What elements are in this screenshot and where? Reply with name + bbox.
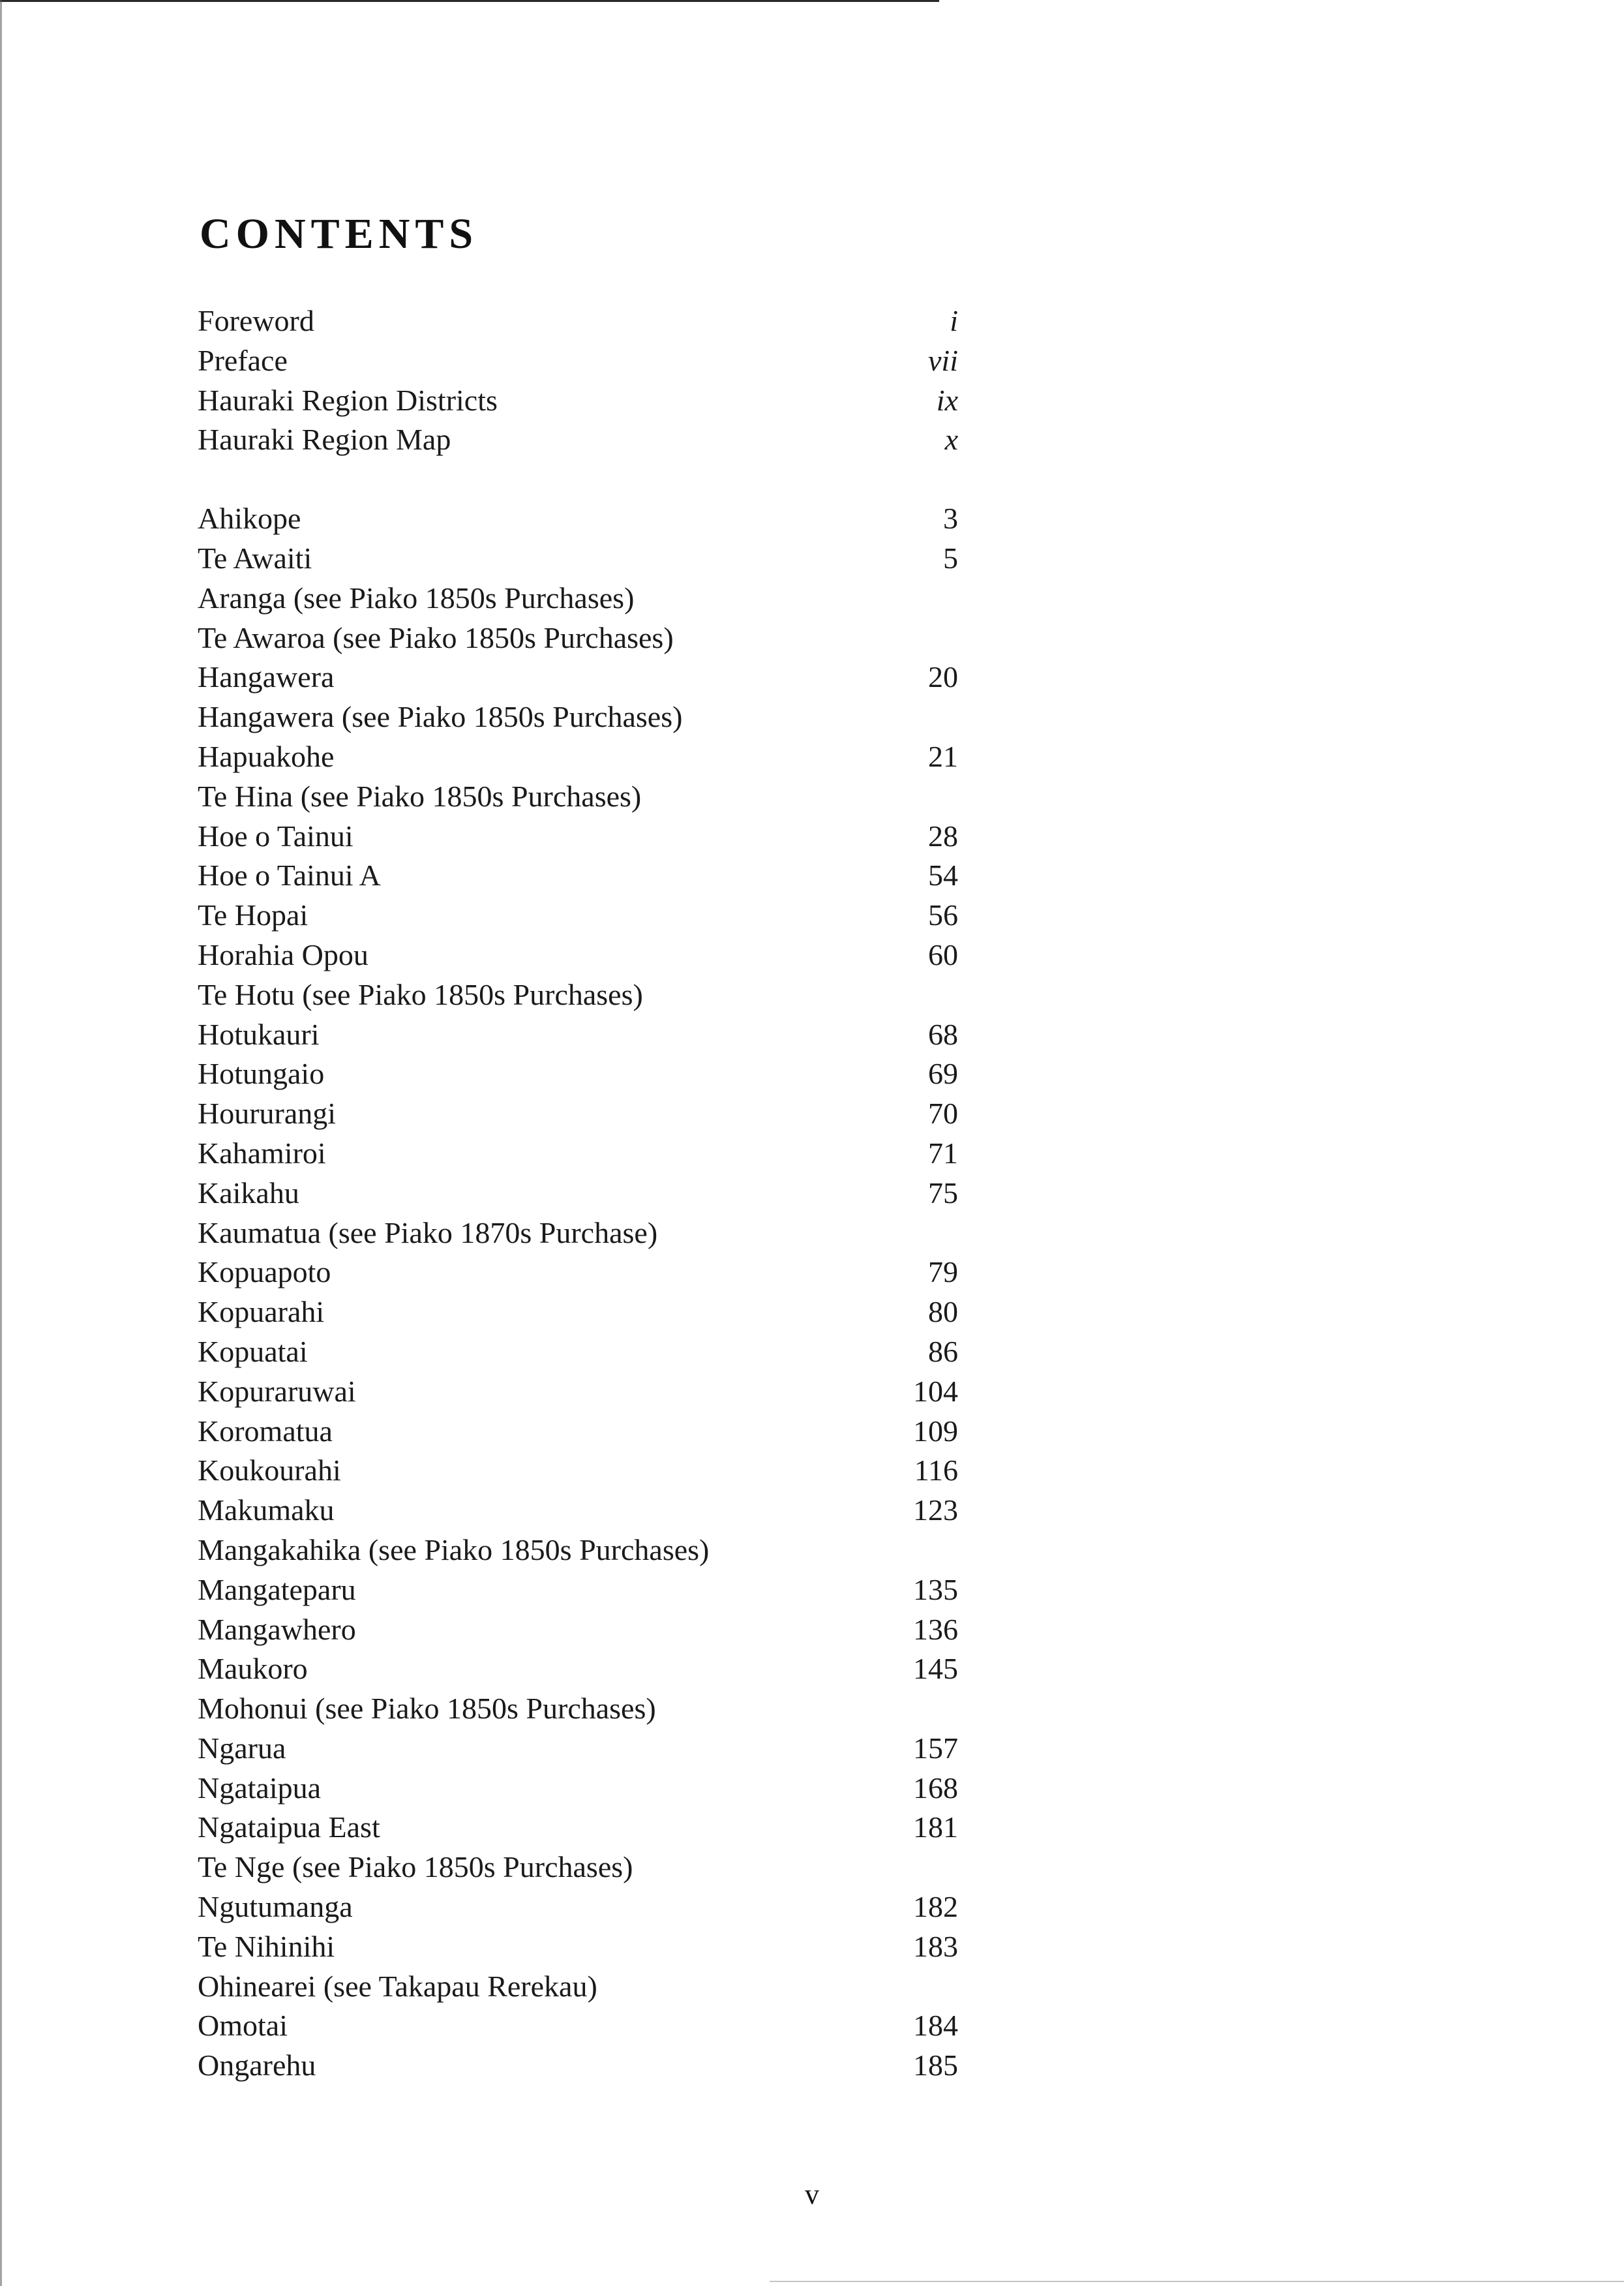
entry-title: Foreword xyxy=(198,304,314,337)
entry-title: Te Awaroa (see Piako 1850s Purchases) xyxy=(198,620,674,654)
entry-page-number: 157 xyxy=(913,1731,958,1765)
entry-page-number: 109 xyxy=(913,1414,958,1448)
entry-title: Mangateparu xyxy=(198,1572,356,1606)
entry-title: Kaumatua (see Piako 1870s Purchase) xyxy=(198,1215,658,1249)
entry-title: Kopuatai xyxy=(198,1334,308,1368)
entry-title: Te Awaiti xyxy=(198,541,312,575)
toc-entry[interactable] xyxy=(198,1213,958,1253)
toc-entry[interactable] xyxy=(198,539,958,579)
entry-title: Preface xyxy=(198,343,288,377)
toc-entry[interactable] xyxy=(198,1689,958,1729)
entry-page-number: 123 xyxy=(913,1493,958,1527)
entry-page-number: 56 xyxy=(928,898,958,932)
entry-title: Mohonui (see Piako 1850s Purchases) xyxy=(198,1692,656,1726)
scan-edge-bottom xyxy=(770,2281,1624,2282)
toc-entry[interactable] xyxy=(198,1927,958,1967)
toc-entry[interactable] xyxy=(198,1887,958,1927)
entry-page-number: i xyxy=(950,304,958,337)
scan-edge-top xyxy=(0,0,939,2)
entry-title: Hoe o Tainui xyxy=(198,819,353,853)
entry-title: Ahikope xyxy=(198,502,301,536)
entry-page-number: 5 xyxy=(943,541,958,575)
entry-title: Hauraki Region Districts xyxy=(198,383,498,417)
entry-title: Kopuraruwai xyxy=(198,1374,356,1408)
toc-entry[interactable] xyxy=(198,936,958,975)
entry-title: Koromatua xyxy=(198,1414,333,1448)
entry-page-number: 145 xyxy=(913,1652,958,1686)
entry-title: Koukourahi xyxy=(198,1454,341,1487)
toc-entry[interactable] xyxy=(198,579,958,618)
entry-page-number: ix xyxy=(936,383,958,417)
toc-entry[interactable] xyxy=(198,737,958,777)
entry-title: Kaikahu xyxy=(198,1176,299,1210)
toc-entry[interactable] xyxy=(198,2046,958,2086)
district-entry-list xyxy=(198,499,958,2086)
toc-entry[interactable] xyxy=(198,1015,958,1055)
entry-page-number: 70 xyxy=(928,1097,958,1131)
toc-entry[interactable] xyxy=(198,1174,958,1213)
toc-entry[interactable] xyxy=(198,1610,958,1650)
entry-title: Makumaku xyxy=(198,1493,335,1527)
entry-title: Te Nge (see Piako 1850s Purchases) xyxy=(198,1850,633,1884)
entry-page-number: vii xyxy=(928,343,958,377)
toc-entry[interactable] xyxy=(198,1094,958,1134)
entry-title: Te Hotu (see Piako 1850s Purchases) xyxy=(198,977,643,1011)
entry-title: Hangawera xyxy=(198,660,335,694)
entry-title: Ngataipua xyxy=(198,1771,322,1805)
entry-title: Ongarehu xyxy=(198,2049,316,2082)
front-matter-entry[interactable] xyxy=(198,341,958,381)
entry-title: Hauraki Region Map xyxy=(198,423,451,457)
toc-entry[interactable] xyxy=(198,1292,958,1332)
toc-entry[interactable] xyxy=(198,777,958,817)
toc-entry[interactable] xyxy=(198,1372,958,1412)
entry-page-number: 184 xyxy=(913,2009,958,2043)
entry-page-number: 168 xyxy=(913,1771,958,1805)
entry-title: Hangawera (see Piako 1850s Purchases) xyxy=(198,700,683,734)
entry-page-number: 116 xyxy=(914,1454,958,1487)
entry-page-number: 28 xyxy=(928,819,958,853)
toc-entry[interactable] xyxy=(198,1570,958,1610)
toc-entry[interactable] xyxy=(198,856,958,896)
entry-title: Hotukauri xyxy=(198,1017,320,1051)
toc-entry[interactable] xyxy=(198,1253,958,1292)
entry-title: Kopuarahi xyxy=(198,1295,325,1329)
entry-page-number: 54 xyxy=(928,859,958,892)
entry-page-number: 182 xyxy=(913,1890,958,1924)
entry-title: Maukoro xyxy=(198,1652,308,1686)
entry-title: Ngarua xyxy=(198,1731,286,1765)
entry-page-number: 185 xyxy=(913,2049,958,2082)
entry-title: Hoe o Tainui A xyxy=(198,859,381,892)
front-matter-entry[interactable] xyxy=(198,420,958,460)
scan-edge-left xyxy=(0,0,2,2286)
entry-title: Mangawhero xyxy=(198,1612,356,1646)
toc-entry[interactable] xyxy=(198,2006,958,2046)
toc-entry[interactable] xyxy=(198,1769,958,1808)
entry-page-number: 3 xyxy=(943,502,958,536)
entry-title: Te Hopai xyxy=(198,898,308,932)
entry-title: Kahamiroi xyxy=(198,1136,326,1170)
toc-entry[interactable] xyxy=(198,1848,958,1887)
entry-title: Ngataipua East xyxy=(198,1810,380,1844)
entry-title: Te Hina (see Piako 1850s Purchases) xyxy=(198,779,642,813)
toc-entry[interactable] xyxy=(198,1491,958,1531)
page-number: v xyxy=(805,2178,819,2210)
entry-title: Hotungaio xyxy=(198,1057,325,1091)
toc-entry[interactable] xyxy=(198,817,958,857)
toc-entry[interactable] xyxy=(198,499,958,539)
toc-entry[interactable] xyxy=(198,1967,958,2007)
entry-page-number: 69 xyxy=(928,1057,958,1091)
entry-page-number: 60 xyxy=(928,937,958,971)
entry-page-number: 71 xyxy=(928,1136,958,1170)
entry-page-number: 21 xyxy=(928,739,958,773)
toc-entry[interactable] xyxy=(198,1649,958,1689)
toc-entry[interactable] xyxy=(198,697,958,737)
entry-title: Ohinearei (see Takapau Rerekau) xyxy=(198,1969,597,2003)
toc-entry[interactable] xyxy=(198,1808,958,1848)
entry-title: Hoururangi xyxy=(198,1097,337,1131)
entry-title: Kopuapoto xyxy=(198,1255,331,1289)
entry-page-number: 75 xyxy=(928,1176,958,1210)
toc-entry[interactable] xyxy=(198,1134,958,1174)
toc-entry[interactable] xyxy=(198,975,958,1015)
toc-entry[interactable] xyxy=(198,1531,958,1570)
page-title: CONTENTS xyxy=(200,210,479,258)
entry-page-number: 183 xyxy=(913,1929,958,1963)
entry-title: Omotai xyxy=(198,2009,288,2043)
entry-page-number: 136 xyxy=(913,1612,958,1646)
entry-page-number: 20 xyxy=(928,660,958,694)
entry-page-number: 80 xyxy=(928,1295,958,1329)
entry-page-number: 68 xyxy=(928,1017,958,1051)
entry-page-number: 135 xyxy=(913,1572,958,1606)
section-gap xyxy=(198,460,958,499)
toc-entry[interactable] xyxy=(198,896,958,936)
entry-title: Horahia Opou xyxy=(198,937,368,971)
entry-page-number: 79 xyxy=(928,1255,958,1289)
toc-entry[interactable] xyxy=(198,1332,958,1372)
entry-page-number: 181 xyxy=(913,1810,958,1844)
front-matter-entry[interactable] xyxy=(198,301,958,341)
toc-entry[interactable] xyxy=(198,618,958,658)
toc-entry[interactable] xyxy=(198,658,958,697)
entry-title: Hapuakohe xyxy=(198,739,335,773)
entry-page-number: x xyxy=(944,423,958,457)
toc-entry[interactable] xyxy=(198,1451,958,1491)
toc-entry[interactable] xyxy=(198,1412,958,1452)
entry-title: Ngutumanga xyxy=(198,1890,353,1924)
toc-entry[interactable] xyxy=(198,1729,958,1769)
table-of-contents xyxy=(198,301,958,2086)
entry-title: Aranga (see Piako 1850s Purchases) xyxy=(198,581,635,615)
entry-title: Mangakahika (see Piako 1850s Purchases) xyxy=(198,1532,710,1566)
entry-title: Te Nihinihi xyxy=(198,1929,335,1963)
entry-page-number: 86 xyxy=(928,1334,958,1368)
front-matter-list xyxy=(198,301,958,460)
front-matter-entry[interactable] xyxy=(198,381,958,421)
toc-entry[interactable] xyxy=(198,1054,958,1094)
entry-page-number: 104 xyxy=(913,1374,958,1408)
